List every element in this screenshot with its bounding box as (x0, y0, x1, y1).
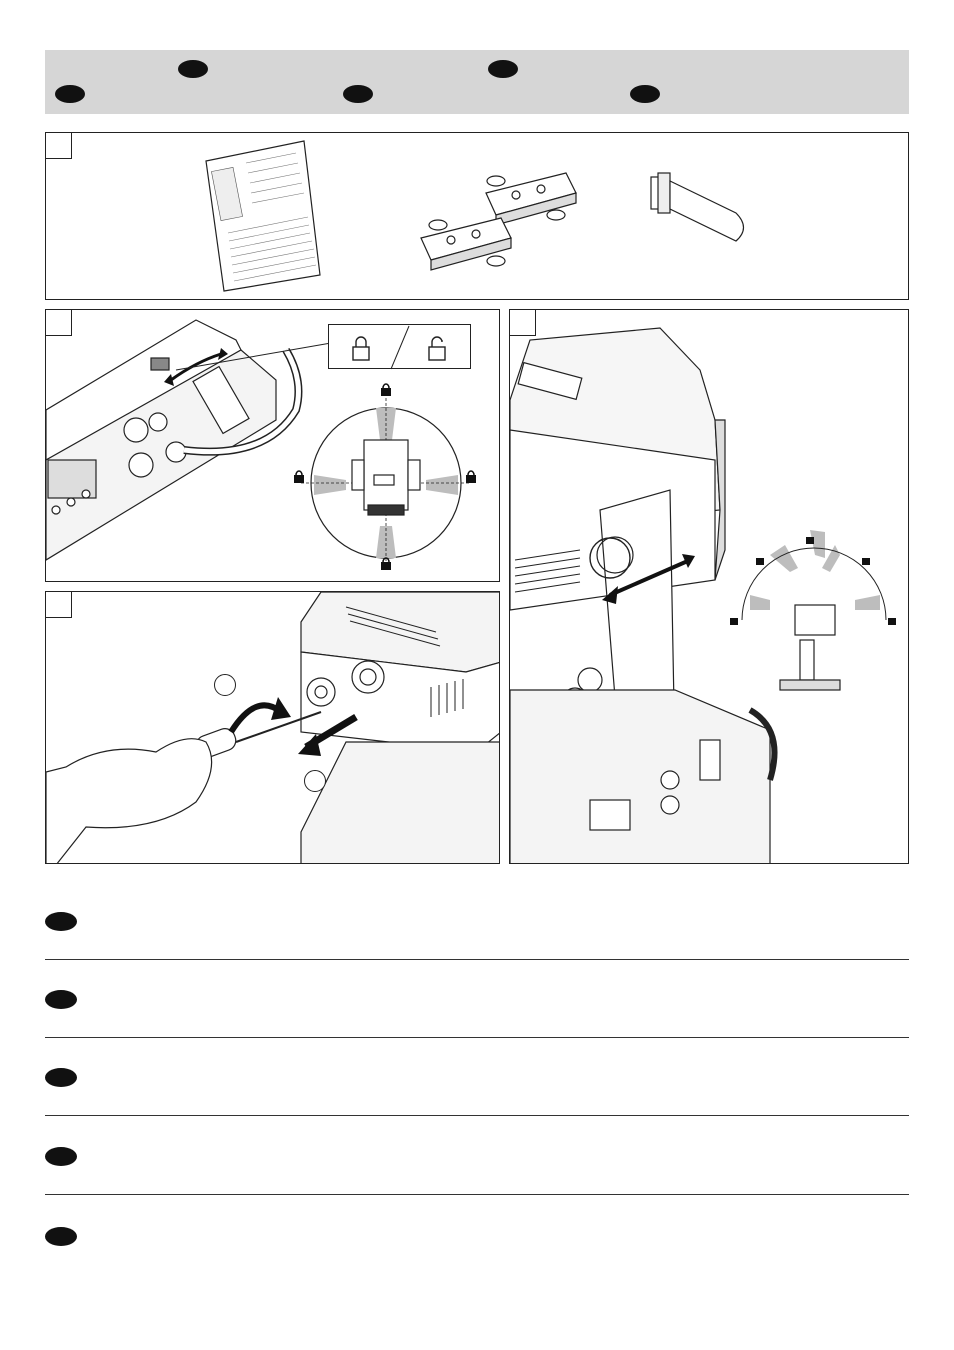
language-badge (45, 1227, 77, 1246)
lamp-illustration (651, 173, 744, 241)
language-badge (45, 1147, 77, 1166)
figure-2-lock (45, 309, 500, 582)
lamp-replacement-drawing (46, 592, 500, 864)
language-badge-f (55, 85, 85, 103)
contents-drawing (46, 133, 909, 300)
section-f (45, 1068, 909, 1116)
section-de (45, 912, 909, 960)
language-badge-gb (488, 60, 518, 78)
language-badge-de (178, 60, 208, 78)
language-header-band (45, 50, 909, 114)
tilt-range-indicator (730, 530, 896, 690)
manual-illustration (206, 141, 320, 291)
section-i (45, 1147, 909, 1195)
figure-4-tilt-lock (509, 309, 909, 864)
language-badge-i (343, 85, 373, 103)
section-gb (45, 990, 909, 1038)
tilt-lock-drawing (510, 310, 909, 864)
section-divider (45, 1194, 909, 1195)
language-badge-e (630, 85, 660, 103)
mounting-brackets-illustration (421, 173, 576, 270)
section-e (45, 1227, 909, 1275)
language-badge (45, 912, 77, 931)
unlocked-icon (429, 337, 445, 360)
section-divider (45, 1115, 909, 1116)
language-badge (45, 1068, 77, 1087)
lock-legend-box (328, 324, 471, 369)
callout-1 (214, 674, 236, 696)
figure-3-lamp-replacement (45, 591, 500, 864)
language-badge (45, 990, 77, 1009)
callout-2 (304, 770, 326, 792)
locked-icon (353, 337, 369, 360)
section-divider (45, 959, 909, 960)
figure-1-contents (45, 132, 909, 300)
section-divider (45, 1037, 909, 1038)
